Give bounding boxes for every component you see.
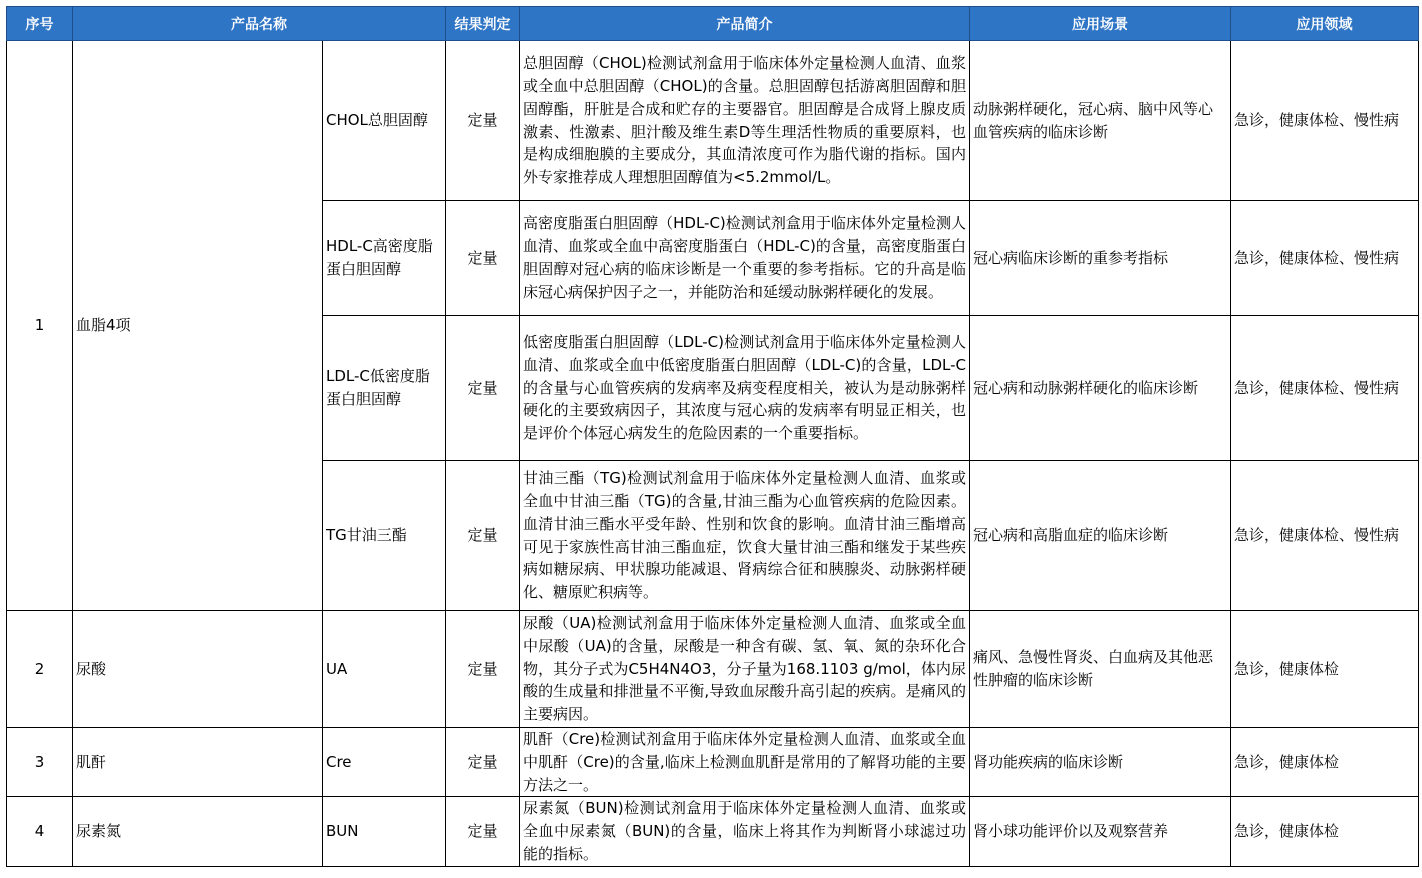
intro-cell: 甘油三酯（TG)检测试剂盒用于临床体外定量检测人血清、血浆或全血中甘油三酯（TG)的含量,甘油三酯为心血管疾病的危险因素。血清甘油三酯水平受年龄、性别和饮食的影响。血清甘油三酯增高可见于家族性高甘油三酯血症，饮食大量甘油三酯和继发于某些疾病如糖尿病、甲状腺功能减退、肾病综合征和胰腺炎、动脉粥样硬化、糖原贮积病等。 [520, 461, 970, 611]
header-intro: 产品简介 [520, 7, 970, 41]
header-field: 应用领域 [1231, 7, 1419, 41]
sub-name-cell: LDL-C低密度脂蛋白胆固醇 [323, 316, 446, 461]
name-cell: 尿酸 [73, 611, 323, 728]
result-cell: 定量 [446, 461, 520, 611]
scene-cell: 肾小球功能评价以及观察营养 [970, 797, 1231, 866]
header-result: 结果判定 [446, 7, 520, 41]
seq-cell: 3 [7, 728, 73, 797]
seq-cell: 4 [7, 797, 73, 866]
intro-cell: 低密度脂蛋白胆固醇（LDL-C)检测试剂盒用于临床体外定量检测人血清、血浆或全血中低密度脂蛋白胆固醇（LDL-C)的含量，LDL-C的含量与心血管疾病的发病率及病变程度相关，被认为是动脉粥样硬化的主要致病因子，其浓度与冠心病的发病率有明显正相关，也是评价个体冠心病发生的危险因素的一个重要指标。 [520, 316, 970, 461]
seq-cell: 2 [7, 611, 73, 728]
intro-cell: 尿酸（UA)检测试剂盒用于临床体外定量检测人血清、血浆或全血中尿酸（UA)的含量，尿酸是一种含有碳、氢、氧、氮的杂环化合物，其分子式为C5H4N4O3，分子量为168.1103 g/mol，体内尿酸的生成量和排泄量不平衡,导致血尿酸升高引起的疾病。是痛风的主要病因。 [520, 611, 970, 728]
header-row [7, 7, 1419, 41]
scene-cell: 痛风、急慢性肾炎、白血病及其他恶性肿瘤的临床诊断 [970, 611, 1231, 728]
sub-name-cell: CHOL总胆固醇 [323, 41, 446, 201]
intro-cell: 肌酐（Cre)检测试剂盒用于临床体外定量检测人血清、血浆或全血中肌酐（Cre)的含量,临床上检测血肌酐是常用的了解肾功能的主要方法之一。 [520, 728, 970, 797]
result-cell: 定量 [446, 797, 520, 866]
sub-name-cell: Cre [323, 728, 446, 797]
result-cell: 定量 [446, 316, 520, 461]
name-cell: 尿素氮 [73, 797, 323, 866]
field-cell: 急诊，健康体检、慢性病 [1231, 201, 1419, 316]
scene-cell: 动脉粥样硬化，冠心病、脑中风等心血管疾病的临床诊断 [970, 41, 1231, 201]
table-row [7, 611, 1419, 728]
scene-cell: 冠心病临床诊断的重参考指标 [970, 201, 1231, 316]
seq-cell: 1 [7, 41, 73, 611]
table-row [7, 797, 1419, 866]
sub-name-cell: UA [323, 611, 446, 728]
field-cell: 急诊，健康体检 [1231, 797, 1419, 866]
intro-cell: 尿素氮（BUN)检测试剂盒用于临床体外定量检测人血清、血浆或全血中尿素氮（BUN)的含量，临床上将其作为判断肾小球滤过功能的指标。 [520, 797, 970, 866]
name-cell: 肌酐 [73, 728, 323, 797]
field-cell: 急诊，健康体检、慢性病 [1231, 461, 1419, 611]
field-cell: 急诊，健康体检 [1231, 611, 1419, 728]
field-cell: 急诊，健康体检、慢性病 [1231, 316, 1419, 461]
field-cell: 急诊，健康体检、慢性病 [1231, 41, 1419, 201]
name-cell: 血脂4项 [73, 41, 323, 611]
result-cell: 定量 [446, 201, 520, 316]
intro-cell: 总胆固醇（CHOL)检测试剂盒用于临床体外定量检测人血清、血浆或全血中总胆固醇（CHOL)的含量。总胆固醇包括游离胆固醇和胆固醇酯，肝脏是合成和贮存的主要器官。胆固醇是合成肾上腺皮质激素、性激素、胆汁酸及维生素D等生理活性物质的重要原料，也是构成细胞膜的主要成分，其血清浓度可作为脂代谢的指标。国内外专家推荐成人理想胆固醇值为<5.2mmol/L。 [520, 41, 970, 201]
table-row [7, 728, 1419, 797]
header-scene: 应用场景 [970, 7, 1231, 41]
result-cell: 定量 [446, 611, 520, 728]
scene-cell: 冠心病和高脂血症的临床诊断 [970, 461, 1231, 611]
scene-cell: 肾功能疾病的临床诊断 [970, 728, 1231, 797]
field-cell: 急诊，健康体检 [1231, 728, 1419, 797]
sub-name-cell: HDL-C高密度脂蛋白胆固醇 [323, 201, 446, 316]
sub-name-cell: TG甘油三酯 [323, 461, 446, 611]
header-seq: 序号 [7, 7, 73, 41]
result-cell: 定量 [446, 728, 520, 797]
header-name: 产品名称 [73, 7, 446, 41]
sub-name-cell: BUN [323, 797, 446, 866]
product-table [6, 6, 1419, 867]
scene-cell: 冠心病和动脉粥样硬化的临床诊断 [970, 316, 1231, 461]
result-cell: 定量 [446, 41, 520, 201]
intro-cell: 高密度脂蛋白胆固醇（HDL-C)检测试剂盒用于临床体外定量检测人血清、血浆或全血中高密度脂蛋白（HDL-C)的含量，高密度脂蛋白胆固醇对冠心病的临床诊断是一个重要的参考指标。它的升高是临床冠心病保护因子之一，并能防治和延缓动脉粥样硬化的发展。 [520, 201, 970, 316]
table-row [7, 41, 1419, 201]
